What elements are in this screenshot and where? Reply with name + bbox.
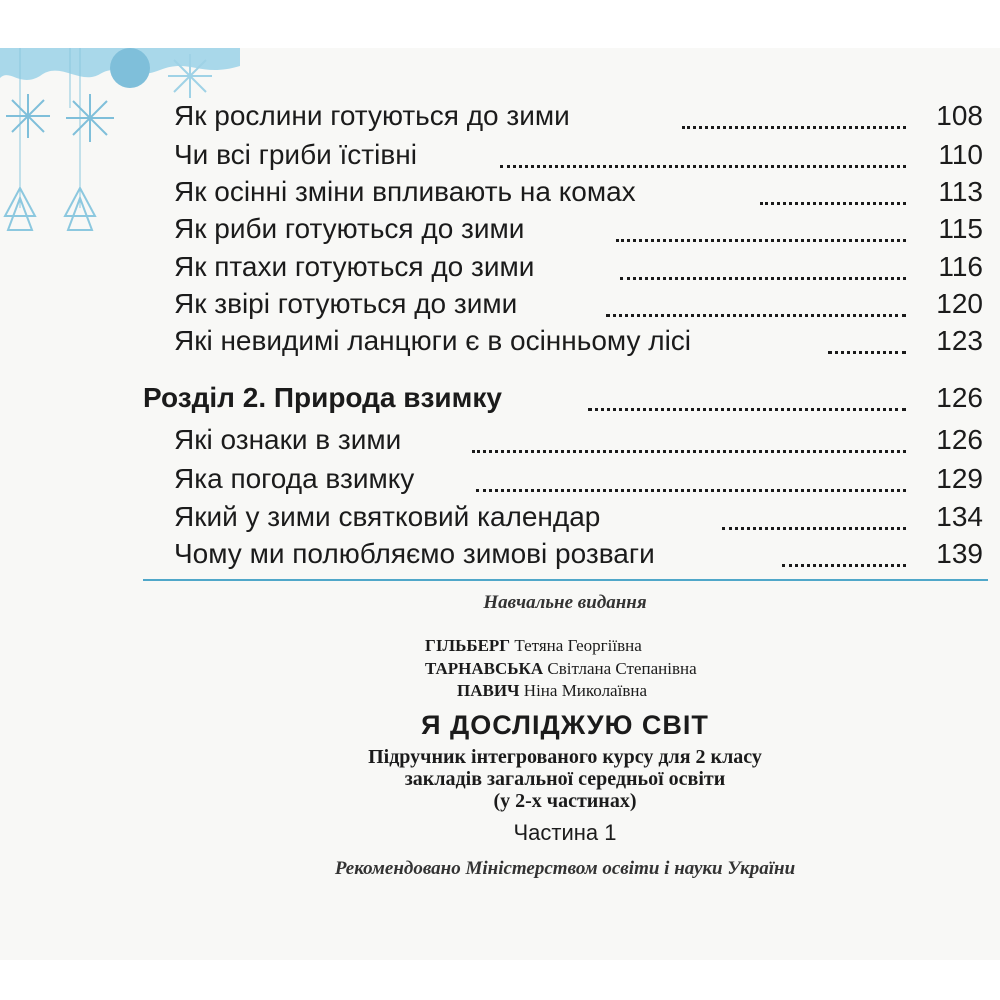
- toc-entry-page: 113: [938, 176, 983, 207]
- toc-entry[interactable]: [0, 249, 1000, 285]
- toc-leader-dots: [616, 235, 906, 242]
- toc-entry-page: 126: [936, 424, 983, 455]
- snowflake-icon: [168, 54, 212, 98]
- toc-entry[interactable]: [0, 461, 1000, 497]
- toc-leader-dots: [500, 161, 906, 168]
- author-surname: ПАВИЧ: [457, 681, 520, 700]
- toc-leader-dots: [760, 198, 906, 205]
- toc-entry-title: Які невидимі ланцюги є в осінньому лісі: [174, 325, 692, 356]
- toc-leader-dots: [472, 446, 906, 453]
- toc-entry-title: Які ознаки в зими: [174, 424, 402, 455]
- toc-entry-page: 110: [938, 139, 983, 170]
- toc-entry-page: 116: [938, 251, 983, 282]
- author-line: [457, 681, 647, 701]
- toc-entry-page: 115: [938, 213, 983, 244]
- toc-entry[interactable]: [0, 323, 1000, 359]
- toc-entry-title: Як риби готуються до зими: [174, 213, 525, 244]
- author-line: [425, 636, 642, 656]
- toc-entry-title: Як звірі готуються до зими: [174, 288, 518, 319]
- toc-leader-dots: [588, 404, 906, 411]
- book-title: Я ДОСЛІДЖУЮ СВІТ: [421, 710, 709, 740]
- toc-leader-dots: [606, 310, 906, 317]
- toc-entry-title: Як рослини готуються до зими: [174, 100, 570, 131]
- toc-entry-title: Як птахи готуються до зими: [174, 251, 535, 282]
- toc-leader-dots: [828, 347, 906, 354]
- toc-entry[interactable]: [0, 499, 1000, 535]
- toc-entry-title: Як осінні зміни впливають на комах: [174, 176, 636, 207]
- toc-entry[interactable]: [0, 422, 1000, 458]
- toc-entry[interactable]: [0, 137, 1000, 173]
- toc-section-heading[interactable]: [0, 380, 1000, 416]
- ornament-ball-icon: [110, 48, 150, 88]
- subtitle-line: Підручник інтегрованого курсу для 2 класу: [368, 746, 762, 768]
- author-surname: ТАРНАВСЬКА: [425, 659, 544, 678]
- toc-entry[interactable]: [0, 211, 1000, 247]
- toc-entry[interactable]: [0, 536, 1000, 572]
- toc-entry-page: 139: [936, 538, 983, 569]
- section-divider: [143, 579, 988, 581]
- subtitle-line: (у 2-х частинах): [493, 790, 637, 812]
- toc-leader-dots: [722, 523, 906, 530]
- toc-entry-title: Чи всі гриби їстівні: [174, 139, 417, 170]
- author-line: [425, 659, 697, 679]
- toc-leader-dots: [782, 560, 906, 567]
- subtitle-line: закладів загальної середньої освіти: [404, 768, 726, 790]
- toc-entry[interactable]: [0, 174, 1000, 210]
- toc-entry-page: 134: [936, 501, 983, 532]
- toc-entry-title: Яка погода взимку: [174, 463, 415, 494]
- toc-entry-page: 120: [936, 288, 983, 319]
- toc-entry-title: Який у зими святковий календар: [174, 501, 601, 532]
- author-name: Світлана Степанівна: [547, 659, 697, 678]
- toc-leader-dots: [682, 122, 906, 129]
- toc-entry-page: 108: [936, 100, 983, 131]
- toc-entry-page: 129: [936, 463, 983, 494]
- toc-entry[interactable]: [0, 286, 1000, 322]
- author-name: Ніна Миколаївна: [523, 681, 647, 700]
- toc-section-title: Розділ 2. Природа взимку: [143, 382, 502, 413]
- part-number: Частина 1: [513, 820, 617, 845]
- toc-section-page: 126: [936, 382, 983, 413]
- toc-entry[interactable]: [0, 98, 1000, 134]
- author-surname: ГІЛЬБЕРГ: [425, 636, 511, 655]
- edition-type: Навчальне видання: [483, 592, 647, 613]
- ministry-recommendation: Рекомендовано Міністерством освіти і науки України: [334, 858, 796, 879]
- toc-leader-dots: [620, 273, 906, 280]
- toc-entry-title: Чому ми полюбляємо зимові розваги: [174, 538, 655, 569]
- toc-entry-page: 123: [936, 325, 983, 356]
- toc-leader-dots: [476, 485, 906, 492]
- author-name: Тетяна Георгіївна: [514, 636, 642, 655]
